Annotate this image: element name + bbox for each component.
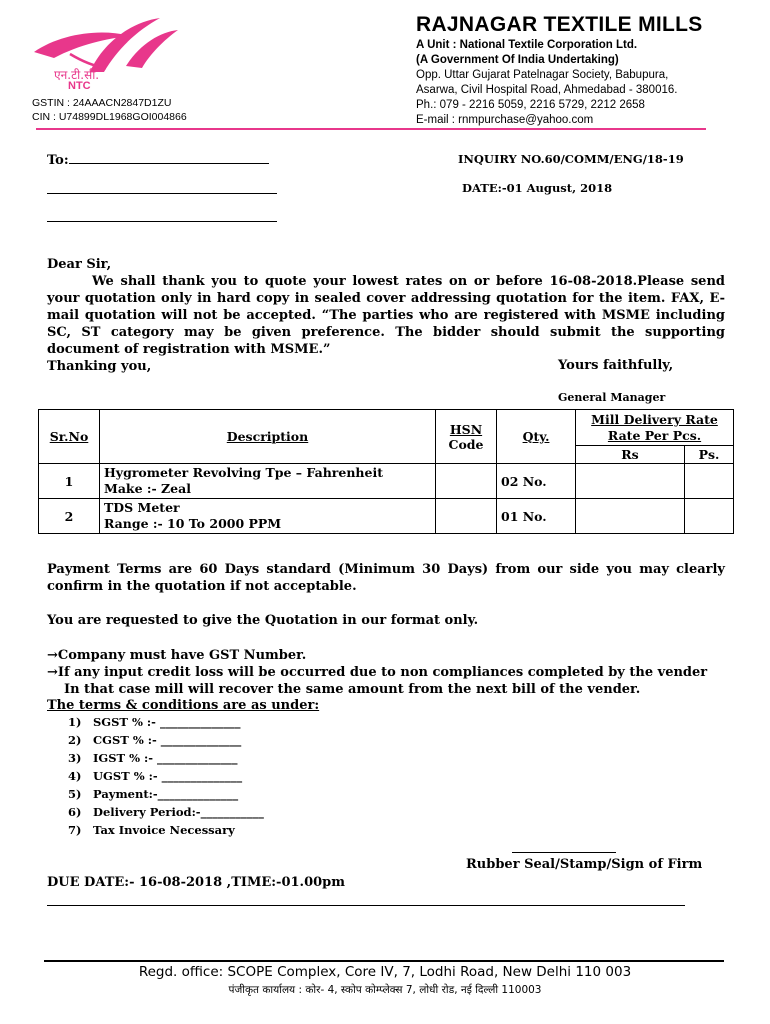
terms-list xyxy=(68,713,264,839)
credit-note-2: In that case mill will recover the same amount from the next bill of the vender. xyxy=(64,682,641,697)
salutation: Dear Sir, xyxy=(47,257,112,272)
format-note: You are requested to give the Quotation in our format only. xyxy=(47,613,479,628)
gst-note: →Company must have GST Number. xyxy=(47,648,307,663)
registration-info xyxy=(32,96,187,124)
cell-rs xyxy=(576,499,685,534)
gstin: GSTIN : 24AAACN2847D1ZU xyxy=(32,97,172,109)
list-item: 3) IGST % :- ______________ xyxy=(68,751,238,765)
company-unit: A Unit : National Textile Corporation Ltd. xyxy=(416,39,638,51)
terms-title: The terms & conditions are as under: xyxy=(47,698,320,713)
list-item: 6) Delivery Period:-___________ xyxy=(68,805,264,819)
to-field xyxy=(47,151,269,168)
cell-hsn xyxy=(436,499,497,534)
to-label: To: xyxy=(47,153,69,168)
header-ps: Ps. xyxy=(685,446,734,464)
cell-description: TDS Meter Range :- 10 To 2000 PPM xyxy=(100,499,436,534)
company-address-2: Asarwa, Civil Hospital Road, Ahmedabad - 380016. xyxy=(416,84,678,96)
list-item: 1) SGST % :- ______________ xyxy=(68,715,241,729)
list-item: 5) Payment:-______________ xyxy=(68,787,239,801)
company-email: E-mail : rnmpurchase@yahoo.com xyxy=(416,114,594,126)
inquiry-date: DATE:-01 August, 2018 xyxy=(462,181,613,195)
logo-abbreviation: NTC xyxy=(68,80,91,92)
signature-label: Rubber Seal/Stamp/Sign of Firm xyxy=(466,857,703,872)
company-header xyxy=(416,12,703,128)
company-name: RAJNAGAR TEXTILE MILLS xyxy=(416,13,703,36)
list-item: 4) UGST % :- ______________ xyxy=(68,769,243,783)
footer-divider xyxy=(44,960,724,962)
cell-qty: 01 No. xyxy=(497,499,576,534)
header-divider xyxy=(36,128,706,130)
footer-hindi: पंजीकृत कार्यालय : कोर- 4, स्कोप कोम्प्लेक्स 7, लोधी रोड, नई दिल्ली 110003 xyxy=(228,984,542,996)
footer-english: Regd. office: SCOPE Complex, Core IV, 7, Lodhi Road, New Delhi 110 003 xyxy=(138,964,632,980)
items-table xyxy=(38,409,734,534)
logo-hindi-text: एन.टी.सी. xyxy=(54,68,100,82)
header-sr: Sr.No xyxy=(39,410,100,464)
inquiry-number: INQUIRY NO.60/COMM/ENG/18-19 xyxy=(458,152,684,166)
cin: CIN : U74899DL1968GOI004866 xyxy=(32,111,187,123)
due-divider xyxy=(47,905,685,906)
company-govt: (A Government Of India Undertaking) xyxy=(416,54,619,66)
cell-description: Hygrometer Revolving Tpe – Fahrenheit Make :- Zeal xyxy=(100,464,436,499)
to-blank-line xyxy=(69,151,269,164)
cell-sr: 1 xyxy=(39,464,100,499)
header-qty: Qty. xyxy=(497,410,576,464)
cell-ps xyxy=(685,464,734,499)
list-item: 7) Tax Invoice Necessary xyxy=(68,823,235,837)
ntc-logo-icon xyxy=(30,14,180,94)
cell-hsn xyxy=(436,464,497,499)
company-address-1: Opp. Uttar Gujarat Patelnagar Society, Babupura, xyxy=(416,69,669,81)
cell-ps xyxy=(685,499,734,534)
due-date: DUE DATE:- 16-08-2018 ,TIME:-01.00pm xyxy=(47,875,346,890)
credit-note-1: →If any input credit loss will be occurred due to non compliances completed by the vender xyxy=(47,665,708,680)
payment-terms: Payment Terms are 60 Days standard (Minimum 30 Days) from our side you may clearly confirm in the quotation if not acceptable. xyxy=(47,562,725,594)
signature-line xyxy=(512,852,616,853)
closing: Yours faithfully, xyxy=(558,358,674,373)
cell-sr: 2 xyxy=(39,499,100,534)
thanks: Thanking you, xyxy=(47,359,152,374)
table-row xyxy=(39,499,734,534)
table-row xyxy=(39,464,734,499)
address-blank-line xyxy=(47,221,277,222)
signatory-title: General Manager xyxy=(558,391,666,404)
header-hsn: HSN Code xyxy=(436,410,497,464)
header-description: Description xyxy=(100,410,436,464)
table-header-row xyxy=(39,410,734,446)
cell-qty: 02 No. xyxy=(497,464,576,499)
header-rate: Mill Delivery Rate Rate Per Pcs. xyxy=(576,410,734,446)
company-phone: Ph.: 079 - 2216 5059, 2216 5729, 2212 2658 xyxy=(416,99,645,111)
address-blank-line xyxy=(47,193,277,194)
list-item: 2) CGST % :- ______________ xyxy=(68,733,242,747)
cell-rs xyxy=(576,464,685,499)
letter-paragraph: We shall thank you to quote your lowest rates on or before 16-08-2018.Please send your quotation only in hard copy in sealed cover addressing quotation for the item. FAX, E-mail quotation will not be accepted. “The parties who are registered with MSME including SC, ST category may be given preference. The bidder should submit the supporting document of registration with MSME.” xyxy=(47,274,725,357)
header-rs: Rs xyxy=(576,446,685,464)
